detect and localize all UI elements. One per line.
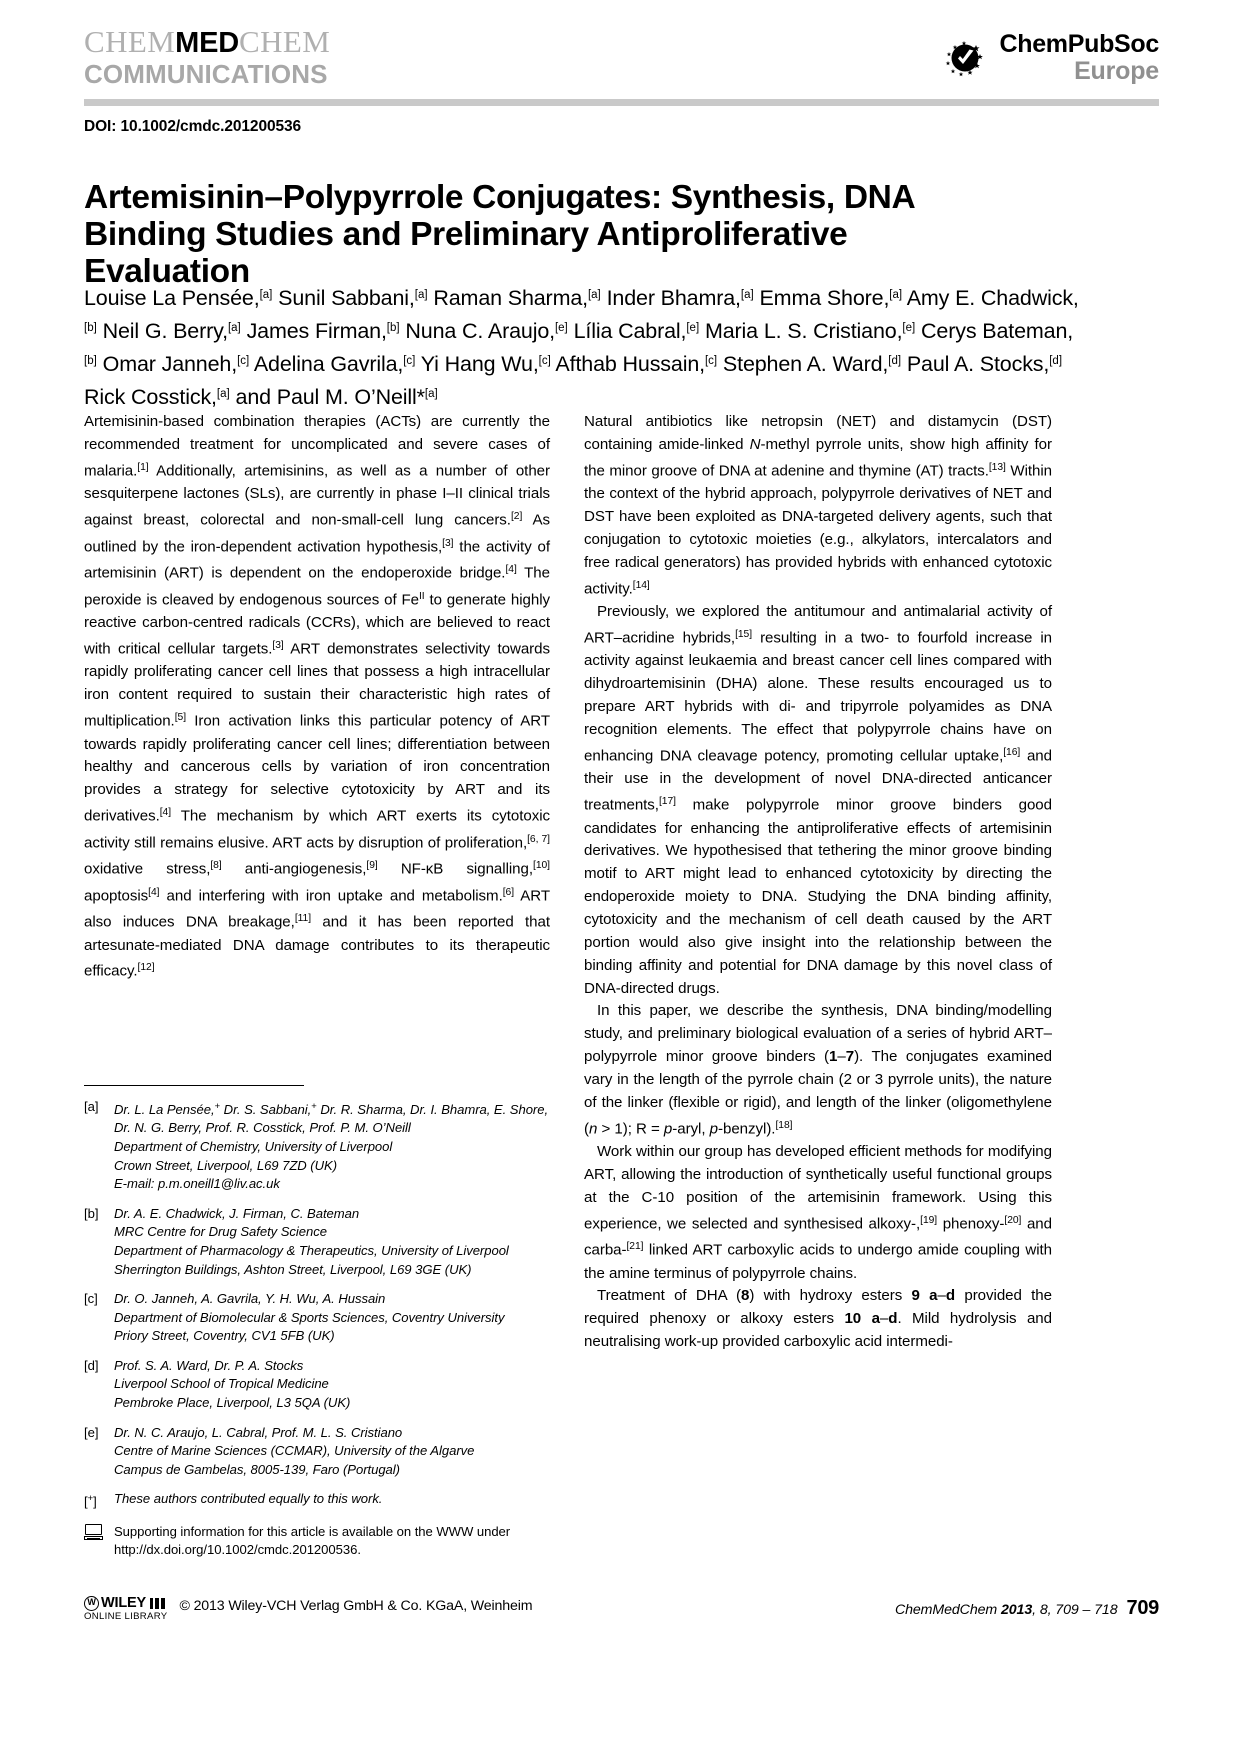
monitor-icon [84, 1523, 114, 1560]
journal-title-part1: CHEM [84, 24, 176, 59]
affiliation-item [84, 1490, 550, 1511]
body-paragraph: In this paper, we describe the synthesis, DNA binding/modelling study, and preliminary biological evaluation of a series of hybrid ART–polypyrrole minor groove binders (1–7). The conjugates examined vary in the length of the pyrrole chain (2 or 3 pyrrole units), the nature of the linker (flexible or rigid), and length of the linker (oligomethylene (n > 1); R = p-aryl, p-benzyl).[18] [584, 1002, 1052, 1138]
affiliation-text: Dr. O. Janneh, A. Gavrila, Y. H. Wu, A. Hussain Department of Biomolecular & Sports Sciences, Coventry University Priory Street, Coventry, CV1 5FB (UK) [114, 1291, 505, 1344]
chempubsoc-wordmark [999, 32, 1159, 84]
wiley-blocks-icon [150, 1597, 165, 1610]
affiliation-text: These authors contributed equally to this work. [114, 1491, 383, 1507]
masthead-divider [84, 99, 1159, 106]
page-footer [84, 1597, 1159, 1631]
wiley-wordmark [84, 1596, 167, 1611]
doi-line: DOI: 10.1002/cmdc.201200536 [84, 118, 302, 135]
affiliation-label: [a] [84, 1099, 99, 1114]
journal-subtitle: COMMUNICATIONS [84, 59, 328, 89]
footnote-items [84, 1098, 550, 1512]
chempubsoc-region: Europe [1074, 57, 1159, 85]
wiley-name: WILEY [101, 1595, 146, 1612]
affiliation-label: [e] [84, 1424, 99, 1440]
chempubsoc-logo [944, 32, 1159, 84]
body-paragraph: Natural antibiotics like netropsin (NET) and distamycin (DST) containing amide-linked N-methyl pyrrole units, show high affinity for the minor groove of DNA at adenine and thymine (AT) tracts.[13] Within the context of the hybrid approach, polypyrrole derivatives of NET and DST have been exploited as DNA-targeted delivery agents, such that conjugation to cytotoxic moieties (e.g., alkylators, intercalators and free radical generators) has provided hybrids with enhanced cytotoxic activity.[14] [584, 413, 1053, 598]
affiliation-label: [c] [84, 1291, 98, 1307]
chempubsoc-name: ChemPubSoc [999, 30, 1159, 58]
body-paragraph: Previously, we explored the antitumour and antimalarial activity of ART–acridine hybrids,[15] resulting in a two- to fourfold increase in activity against leukaemia and breast cancer cell lines compared with dihydroartemisinin (DHA) alone. These results encouraged us to prepare ART hybrids with di- and tripyrrole polyamides as DNA recognition elements. The effect that polypyrrole chains have on enhancing DNA cleavage potency, promoting cellular uptake,[16] and their use in the development of novel DNA-directed anticancer treatments,[17] make polypyrrole minor groove binders good candidates for enhancing the antiproliferative effects of artemisinin derivatives. We hypothesised that tethering the minor groove binding motif to ART might lead to enhanced cytotoxicity by directing the endoperoxide moiety to DNA. Studying the DNA binding affinity, cytotoxicity and the mechanism of cell death caused by the ART portion would also give insight into the relationship between the binding affinity and potential for DNA damage by this novel class of DNA-directed drugs. [584, 603, 1052, 997]
affiliation-label: [d] [84, 1357, 99, 1373]
affiliation-item [84, 1357, 550, 1413]
wiley-logo [84, 1596, 167, 1622]
body-paragraph: Work within our group has developed efficient methods for modifying ART, allowing the introduction of synthetically useful functional groups at the C-10 position of the artemisinin framework. Using this experience, we selected and synthesised alkoxy-,[19] phenoxy-[20] and carba-[21] linked ART carboxylic acids to undergo amide coupling with the amine terminus of polypyrrole chains. [584, 1143, 1052, 1282]
affiliation-text: Dr. N. C. Araujo, L. Cabral, Prof. M. L. S. Cristiano Centre of Marine Sciences (CCMAR), University of the Algarve Campus de Gambelas, 8005-139, Faro (Portugal) [114, 1424, 475, 1477]
journal-title-part2: MED [175, 27, 240, 59]
affiliation-text: Dr. A. E. Chadwick, J. Firman, C. Bateman MRC Centre for Drug Safety Science Department of Pharmacology & Therapeutics, University of Liverpool Sherrington Buildings, Ashton Street, Liverpool, L69 3GE (UK) [114, 1205, 509, 1277]
citation-line: ChemMedChem 2013, 8, 709 – 718 [894, 1602, 1118, 1618]
left-paragraphs [84, 411, 550, 984]
journal-logo [84, 26, 330, 87]
masthead [84, 26, 1159, 102]
copyright-line: © 2013 Wiley-VCH Verlag GmbH & Co. KGaA, Weinheim [179, 1598, 533, 1614]
supporting-information-text: Supporting information for this article is available on the WWW under http://dx.doi.org/10.1002/cmdc.201200536. [114, 1523, 511, 1558]
footer-right [895, 1597, 1159, 1620]
author-list: Louise La Pensée,[a] Sunil Sabbani,[a] Raman Sharma,[a] Inder Bhamra,[a] Emma Shore,[a] Amy E. Chadwick,[b] Neil G. Berry,[a] James Firman,[b] Nuna C. Araujo,[e] Lília Cabral,[e] Maria L. S. Cristiano,[e] Cerys Bateman,[b] Omar Janneh,[c] Adelina Gavrila,[c] Yi Hang Wu,[c] Afthab Hussain,[c] Stephen A. Ward,[d] Paul A. Stocks,[d] Rick Cosstick,[a] and Paul M. O’Neill*[a] [84, 286, 1079, 410]
affiliation-item [84, 1290, 550, 1346]
body-paragraph: Artemisinin-based combination therapies (ACTs) are currently the recommended treatment for uncomplicated and severe cases of malaria.[1] Additionally, artemisinins, as well as a number of other sesquiterpene lactones (SLs), are currently in phase I–II clinical trials against breast, colorectal and non-small-cell lung cancers.[2] As outlined by the iron-dependent activation hypothesis,[3] the activity of artemisinin (ART) is dependent on the endoperoxide bridge.[4] The peroxide is cleaved by endogenous sources of $Fe^{II}$ to generate highly reactive carbon-centred radicals (CCRs), which are believed to react with critical cellular targets.[3] ART demonstrates selectivity towards rapidly proliferating cancer cell lines that possess a high intracellular iron content required to sustain their characteristic high rates of multiplication.[5] Iron activation links this particular potency of ART towards rapidly proliferating cancer cell lines; differentiation between healthy and cancerous cells by variation of iron concentration provides a strategy for selective cytotoxicity by ART and its derivatives.[4] The mechanism by which ART exerts its cytotoxic activity still remains elusive. ART acts by disruption of proliferation,[6, 7] oxidative stress,[8] anti-angiogenesis,[9] NF-κB signalling,[10] apoptosis[4] and interfering with iron uptake and metabolism.[6] ART also induces DNA breakage,[11] and it has been reported that artesunate-mediated DNA damage contributes to its therapeutic efficacy.[12] [84, 413, 551, 981]
right-paragraphs [584, 411, 1052, 1354]
footnote-divider [84, 1085, 304, 1086]
affiliation-text: Dr. L. La Pensée,+ Dr. S. Sabbani,+ Dr. R. Sharma, Dr. I. Bhamra, E. Shore, Dr. N. G. Berry, Prof. R. Cosstick, Prof. P. M. O’Neill Department of Chemistry, University of Liverpool Crown Street, Liverpool, L69 7ZD (UK) E-mail: p.m.oneill1@liv.ac.uk [114, 1101, 549, 1192]
wiley-online-library-label: ONLINE LIBRARY [84, 1611, 168, 1622]
body-paragraph: Treatment of DHA (8) with hydroxy esters 9 a–d provided the required phenoxy or alkoxy esters 10 a–d. Mild hydrolysis and neutralising work-up provided carboxylic acid intermedi- [584, 1287, 1052, 1351]
body-column-right [584, 411, 1052, 1354]
supporting-information [84, 1523, 550, 1560]
affiliation-label: [b] [84, 1205, 99, 1221]
journal-title [84, 26, 330, 58]
footer-left [84, 1597, 532, 1623]
page-title: Artemisinin–Polypyrrole Conjugates: Synthesis, DNA Binding Studies and Preliminary Antiproliferative Evaluation [84, 179, 915, 291]
affiliations-block [84, 1085, 550, 1571]
journal-title-part3: CHEM [239, 24, 331, 59]
affiliation-item [84, 1424, 550, 1480]
page-number: 709 [1126, 1597, 1159, 1619]
chempubsoc-mark-icon [944, 35, 990, 81]
affiliation-item [84, 1205, 550, 1279]
affiliation-item [84, 1098, 550, 1194]
affiliation-label: [+] [84, 1493, 97, 1510]
wiley-seal-icon: W [84, 1596, 99, 1611]
affiliation-text: Prof. S. A. Ward, Dr. P. A. Stocks Liverpool School of Tropical Medicine Pembroke Place, Liverpool, L3 5QA (UK) [114, 1357, 351, 1411]
body-column-left [84, 411, 550, 984]
